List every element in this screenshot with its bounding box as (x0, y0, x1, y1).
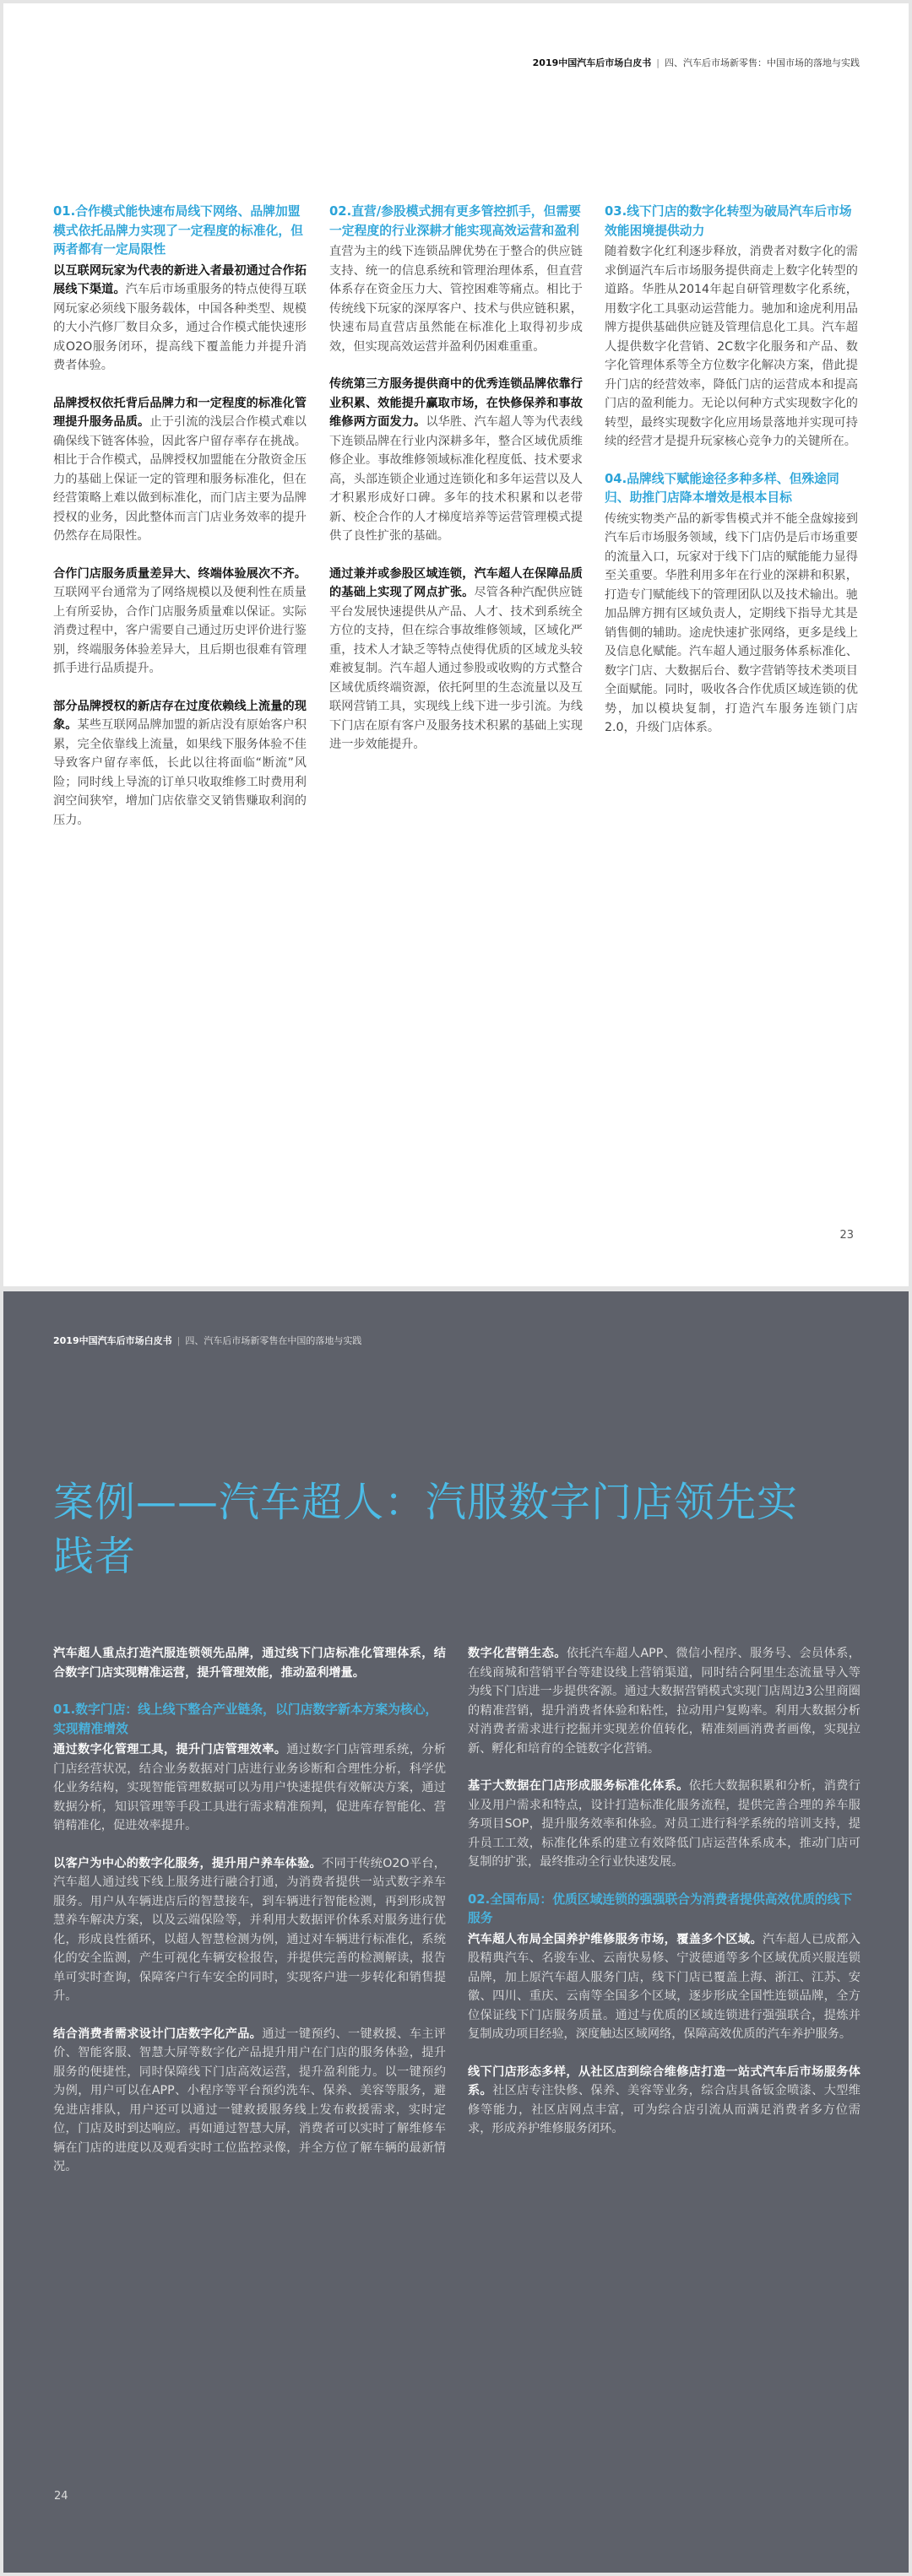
intro-paragraph: 汽车超人重点打造汽服连锁领先品牌，通过线下门店标准化管理体系，结合数字门店实现精准运营，提升管理效能，推动盈利增量。 (53, 1647, 446, 1680)
lead-text: 合作门店服务质量差异大、终端体验展次不齐。 (53, 566, 307, 581)
column-left (53, 1644, 446, 2195)
page-23 (3, 3, 909, 1286)
paragraph (53, 262, 307, 376)
header-title: 2019中国汽车后市场白皮书 (532, 57, 652, 68)
body-text: 传统实物类产品的新零售模式并不能全盘嫁接到汽车后市场服务领域，线下门店仍是后市场重要的流量入口，玩家对于线下门店的赋能能力显得至关重要。华胜利用多年在行业的深耕和积累，打造专门赋能线下的管理团队以及技术输出。驰加品牌方拥有区域负责人，定期线下指导尤其是销售側的辅助。途虎快速扩张网络，更多是线上及信息化赋能。汽车超人通过服务体系标准化、数字门店、大数据后台、数字营销等技术类项目全面赋能。同时，吸收各合作优质区域连锁的优势，加以模块复制，打造汽车服务连锁门店2.0，升级门店体系。 (605, 511, 858, 734)
paragraph (53, 1854, 446, 2006)
body-text: 汽车后市场重服务的特点使得互联网玩家必须线下服务载体，中国各种类型、规模的大小汽修厂数目众多，通过合作模式能快速形成O2O服务闭环，提高线下覆盖能力并提升消费者体验。 (53, 283, 307, 372)
lead-text: 数字化营销生态。 (468, 1647, 567, 1660)
lead-text: 品牌授权依托背后品牌力和一定程度的标准化管理提升服务品质。 (53, 396, 307, 429)
lead-text: 通过数字化管理工具，提升门店管理效率。 (53, 1743, 287, 1756)
column-middle (329, 203, 583, 773)
body-text: 尽管各种汽配供应链平台发展快速提供从产品、人才、技术到系统全方位的支持，但在综合事故维修领域，区域化严重，技术人才缺乏等特点使得优质的区域龙头较难被复制。汽车超人通过参股或收购的方式整合区域优质终端资源，依托阿里的生态流量以及互联网营销工具，实现线上线下进一步引流。为线下门店在原有客户及服务技术积累的基础上实现进一步效能提升。 (329, 586, 583, 751)
section-heading: 04.品牌线下赋能途径多种多样、但殊途同归、助推门店降本增效是根本目标 (605, 471, 839, 505)
section-heading: 02.直营/参股模式拥有更多管控抓手，但需要一定程度的行业深耕才能实现高效运营和盈利 (329, 204, 581, 238)
body-text: 依托汽车超人APP、微信小程序、服务号、会员体系，在线商城和营销平台等建设线上营销渠道，同时结合阿里生态流量导入等为线下门店进一步提供客源。通过大数据营销模式实现门店周边3公里商圈的精准营销，提升消费者体验和粘性，拉动用户复购率。利用大数据分析对消费者需求进行挖掘并实现差价值转化，精准刻画消费者画像，实现拉新、孵化和培育的全链数字化营销。 (468, 1647, 860, 1756)
lead-text: 以互联网玩家为代表的新进入者最初通过合作拓展线下渠道。 (53, 263, 307, 296)
paragraph (329, 565, 583, 755)
section-heading: 02.全国布局：优质区域连锁的强强联合为消费者提供高效优质的线下服务 (468, 1891, 853, 1925)
paragraph (329, 375, 583, 546)
paragraph (468, 1644, 860, 1758)
running-header (533, 56, 860, 69)
page-number: 24 (54, 2490, 68, 2503)
paragraph (605, 242, 858, 452)
body-text: 不同于传统O2O平台，汽车超人通过线下线上服务进行融合打通，为消费者提供一站式数字养车服务。用户从车辆进店后的智慧接车，到车辆进行智能检测，再到形成智慧养车解决方案，以及云端保险等，并利用大数据评价体系对服务进行优化，形成良性循环，以超人智慧检测为例，通过对车辆进行标准化，系统化的安全监测，产生可视化车辆安检报告，并提供完善的检测解读，报告单可实时查询，保障客户行车安全的同时，实现客户进一步转化和销售提升。 (53, 1856, 446, 2003)
paragraph (53, 394, 307, 546)
column-left (53, 203, 307, 848)
paragraph (605, 510, 858, 738)
header-section: 四、汽车后市场新零售在中国的落地与实践 (185, 1335, 362, 1346)
paragraph (53, 565, 307, 679)
case-title: 案例——汽车超人：汽服数字门店领先实践者 (53, 1479, 799, 1580)
page-24 (3, 1291, 909, 2573)
body-text: 某些互联网品牌加盟的新店没有原始客户积累，完全依靠线上流量，如果线下服务体验不佳导致客户留存率低，长此以往将面临“断流”风险；同时线上导流的订单只收取维修工时费用利润空间狭窄，增加门店依靠交叉销售赚取利润的压力。 (53, 718, 307, 827)
paragraph (53, 1740, 446, 1836)
running-header (53, 1334, 361, 1347)
lead-text: 部分品牌授权的新店存在过度依赖线上流量的现象。 (53, 699, 307, 732)
body-text: 直营为主的线下连锁品牌优势在于整合的供应链支持、统一的信息系统和管理治理体系，但直营体系存在资金压力大、管控困难等痛点。相比于传统线下玩家的深厚客户、技术与供应链积累，快速布局直营店虽然能在标准化上取得初步成效，但实现高效运营并盈利仍困难重重。 (329, 245, 583, 354)
body-text: 以华胜、汽车超人等为代表线下连锁品牌在行业内深耕多年，整合区域优质维修企业。事故维修领域标准化程度低、技术要求高，头部连锁企业通过连锁化和多年运营以及人才积累形成好口碑。多年的技术积累和以老带新、校企合作的人才梯度培养等运营管理模式提供了良性扩张的基础。 (329, 415, 583, 543)
lead-text: 结合消费者需求设计门店数字化产品。 (53, 2027, 263, 2041)
header-separator: | (176, 1335, 181, 1346)
header-separator: | (656, 57, 660, 68)
paragraph (468, 1777, 860, 1872)
section-heading: 01.合作模式能快速布局线下网络、品牌加盟模式依托品牌力实现了一定程度的标准化，但两者都有一定局限性 (53, 204, 303, 257)
body-text: 通过数字门店管理系统，分析门店经营状况，结合业务数据对门店进行业务诊断和合理性分析，科学优化业务结构，实现智能管理数据可以为用户快速提供有效解决方案，通过数据分析，知识管理等手段工具进行需求精准预判，促进库存智能化、营销精准化，促进效率提升。 (53, 1743, 446, 1832)
paragraph (53, 2025, 446, 2177)
body-text: 依托大数据积累和分析，消费行业及用户需求和特点，设计打造标准化服务流程，提供完善合理的养车服务项目SOP，提升服务效率和体验。对员工进行科学系统的培训支持，提升员工工效，标准化体系的建立有效降低门店运营体系成本，推动门店可复制的扩张，最终推动全行业快速发展。 (468, 1779, 860, 1869)
section-heading: 03.线下门店的数字化转型为破局汽车后市场效能困境提供动力 (605, 204, 852, 238)
body-text: 互联网平台通常为了网络规模以及便利性在质量上有所妥协，合作门店服务质量难以保证。实际消费过程中，客户需要自己通过历史评价进行鉴别，终端服务体验差异大，且后期也很难有管理抓手进行品质提升。 (53, 586, 307, 675)
page-number: 23 (839, 1229, 854, 1242)
column-right (468, 1644, 860, 2157)
body-text: 通过一键预约、一键救援、车主评价、智能客服、智慧大屏等数字化产品提升用户在门店的服务体验，提升服务的便捷性，同时保障线下门店高效运营，提升盈利能力。以一键预约为例，用户可以在APP、小程序等平台预约洗车、保养、美容等服务，避免进店排队，用户还可以通过一键救援服务线上发布救援需求，实时定位，门店及时到达响应。再如通过智慧大屏，消费者可以实时了解维修车辆在门店的进度以及观看实时工位监控录像，并全方位了解车辆的最新情况。 (53, 2027, 446, 2173)
header-section: 四、汽车后市场新零售：中国市场的落地与实践 (665, 57, 860, 68)
body-text: 汽车超人已成都入股精典汽车、名骏车业、云南快易修、宁波德通等多个区域优质兴服连锁品牌，加上原汽车超人服务门店，线下门店已覆盖上海、浙江、江苏、安徽、四川、重庆、云南等全国多个区域，逐步形成全国性连锁品牌，全方位保证线下门店服务质量。通过与优质的区域连锁进行强强联合，提炼并复制成功项目经验，深度触达区域网络，保障高效优质的汽车养护服务。 (468, 1932, 860, 2041)
paragraph (468, 2063, 860, 2139)
body-text: 止于引流的浅层合作模式难以确保线下链客体验，因此客户留存率存在挑战。相比于合作模式，品牌授权加盟能在分散资金压力的基础上保证一定的管理和服务标准化，但在经营策略上难以做到标准化，而门店主要为品牌授权的业务，因此整体而言门店业务效率的提升仍然存在局限性。 (53, 415, 307, 543)
paragraph (468, 1930, 860, 2044)
body-text: 社区店专注快修、保养、美容等业务，综合店具备钣金喷漆、大型维修等能力，社区店网点丰富，可为综合店引流从而满足消费者多方位需求，形成养护维修服务闭环。 (468, 2084, 860, 2135)
lead-text: 以客户为中心的数字化服务，提升用户养车体验。 (53, 1856, 322, 1870)
header-title: 2019中国汽车后市场白皮书 (53, 1335, 172, 1346)
lead-text: 传统第三方服务提供商中的优秀连锁品牌依靠行业积累、效能提升赢取市场，在快修保养和事故维修两方面发力。 (329, 377, 583, 429)
column-right (605, 203, 858, 756)
lead-text: 通过兼并或参股区域连锁，汽车超人在保障品质的基础上实现了网点扩张。 (329, 566, 583, 599)
lead-text: 汽车超人布局全国养护维修服务市场，覆盖多个区域。 (468, 1932, 763, 1946)
section-heading: 01.数字门店：线上线下整合产业链条，以门店数字新本方案为核心，实现精准增效 (53, 1702, 438, 1736)
lead-text: 基于大数据在门店形成服务标准化体系。 (468, 1779, 689, 1793)
paragraph (53, 697, 307, 831)
paragraph (329, 242, 583, 356)
body-text: 随着数字化红利逐步释放，消费者对数字化的需求倒逼汽车后市场服务提供商走上数字化转型的道路。华胜从2014年起自研管理数字化系统，用数字化工具驱动运营能力。驰加和途虎利用品牌方提供基础供应链及管理信息化工具。汽车超人提供数字化营销、2C数字化服务和产品、数字化管理体系等全方位数字化解决方案，借此提升门店的经营效率，降低门店的运营成本和提高门店的盈利能力。无论以何种方式实现数字化的转型，最终实现数字化应用场景落地并实现可持续的经营才是提升玩家核心竞争力的关键所在。 (605, 245, 858, 448)
lead-text: 线下门店形态多样，从社区店到综合维修店打造一站式汽车后市场服务体系。 (468, 2065, 860, 2097)
